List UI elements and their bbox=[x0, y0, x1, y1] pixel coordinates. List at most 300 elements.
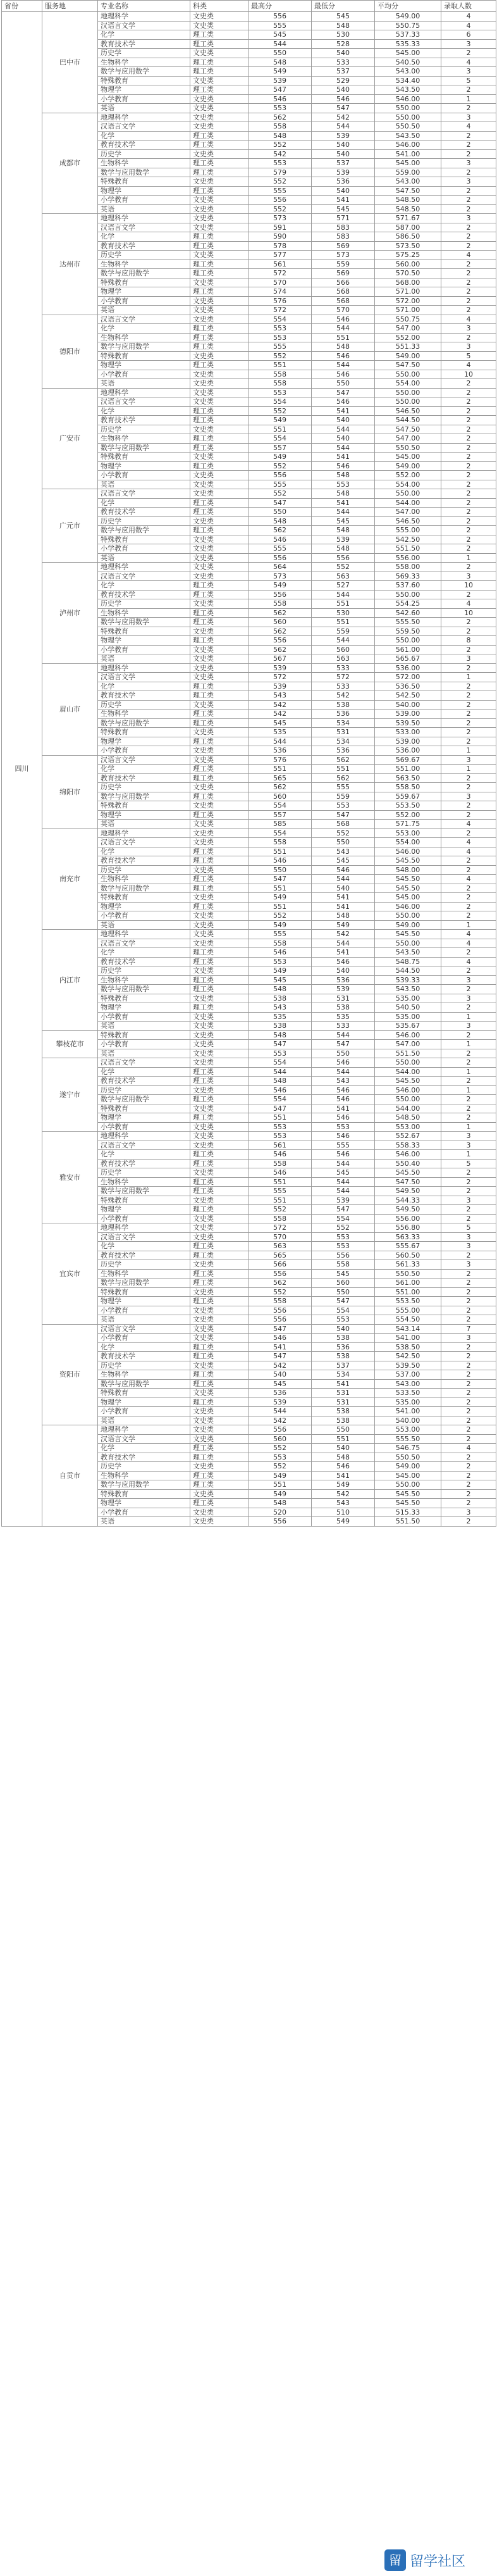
max-score-cell: 549 bbox=[248, 966, 312, 976]
category-cell: 文史类 bbox=[190, 1223, 248, 1233]
max-score-cell: 558 bbox=[248, 370, 312, 379]
admitted-count-cell: 4 bbox=[441, 939, 496, 948]
admitted-count-cell: 3 bbox=[441, 342, 496, 352]
max-score-cell: 551 bbox=[248, 1177, 312, 1187]
major-cell: 数学与应用数学 bbox=[98, 67, 190, 77]
max-score-cell: 590 bbox=[248, 232, 312, 242]
min-score-cell: 551 bbox=[312, 599, 375, 609]
max-score-cell: 553 bbox=[248, 957, 312, 966]
major-cell: 历史学 bbox=[98, 516, 190, 526]
admitted-count-cell: 2 bbox=[441, 1104, 496, 1113]
admitted-count-cell: 2 bbox=[441, 480, 496, 489]
avg-score-cell: 549.00 bbox=[375, 920, 441, 930]
min-score-cell: 540 bbox=[312, 149, 375, 159]
category-cell: 理工类 bbox=[190, 1067, 248, 1077]
max-score-cell: 546 bbox=[248, 94, 312, 104]
major-cell: 英语 bbox=[98, 1517, 190, 1527]
table-row bbox=[2, 315, 496, 324]
min-score-cell: 545 bbox=[312, 12, 375, 22]
max-score-cell: 546 bbox=[248, 535, 312, 544]
category-cell: 文史类 bbox=[190, 397, 248, 407]
category-cell: 理工类 bbox=[190, 1499, 248, 1508]
admitted-count-cell: 1 bbox=[441, 1122, 496, 1132]
admitted-count-cell: 3 bbox=[441, 975, 496, 985]
max-score-cell: 556 bbox=[248, 553, 312, 563]
category-cell: 理工类 bbox=[190, 526, 248, 535]
avg-score-cell: 559.50 bbox=[375, 627, 441, 636]
major-cell: 汉语言文学 bbox=[98, 939, 190, 948]
major-cell: 汉语言文学 bbox=[98, 122, 190, 132]
category-cell: 文史类 bbox=[190, 480, 248, 489]
admitted-count-cell: 2 bbox=[441, 397, 496, 407]
max-score-cell: 556 bbox=[248, 1269, 312, 1279]
min-score-cell: 530 bbox=[312, 608, 375, 618]
max-score-cell: 539 bbox=[248, 682, 312, 691]
min-score-cell: 529 bbox=[312, 76, 375, 85]
category-cell: 文史类 bbox=[190, 599, 248, 609]
max-score-cell: 548 bbox=[248, 58, 312, 67]
max-score-cell: 549 bbox=[248, 1489, 312, 1499]
major-cell: 汉语言文学 bbox=[98, 673, 190, 682]
admitted-count-cell: 2 bbox=[441, 1407, 496, 1416]
avg-score-cell: 551.33 bbox=[375, 342, 441, 352]
major-cell: 教育技术学 bbox=[98, 141, 190, 150]
avg-score-cell: 541.00 bbox=[375, 1334, 441, 1343]
admitted-count-cell: 2 bbox=[441, 1306, 496, 1315]
max-score-cell: 554 bbox=[248, 1095, 312, 1104]
avg-score-cell: 558.33 bbox=[375, 1141, 441, 1150]
category-cell: 文史类 bbox=[190, 1508, 248, 1517]
avg-score-cell: 545.50 bbox=[375, 1489, 441, 1499]
major-cell: 数学与应用数学 bbox=[98, 1279, 190, 1288]
admitted-count-cell: 2 bbox=[441, 1269, 496, 1279]
min-score-cell: 553 bbox=[312, 1232, 375, 1242]
avg-score-cell: 550.50 bbox=[375, 122, 441, 132]
major-cell: 地理科学 bbox=[98, 214, 190, 223]
category-cell: 理工类 bbox=[190, 691, 248, 701]
max-score-cell: 556 bbox=[248, 1306, 312, 1315]
avg-score-cell: 537.60 bbox=[375, 581, 441, 591]
max-score-cell: 553 bbox=[248, 388, 312, 397]
max-score-cell: 545 bbox=[248, 30, 312, 40]
category-cell: 理工类 bbox=[190, 85, 248, 95]
table-row bbox=[2, 1058, 496, 1068]
admitted-count-cell: 2 bbox=[441, 489, 496, 499]
min-score-cell: 562 bbox=[312, 755, 375, 765]
min-score-cell: 538 bbox=[312, 1352, 375, 1361]
max-score-cell: 551 bbox=[248, 425, 312, 434]
avg-score-cell: 541.00 bbox=[375, 1407, 441, 1416]
category-cell: 理工类 bbox=[190, 269, 248, 278]
admitted-count-cell: 2 bbox=[441, 1397, 496, 1407]
max-score-cell: 545 bbox=[248, 718, 312, 728]
category-cell: 文史类 bbox=[190, 177, 248, 187]
site-watermark-logo bbox=[384, 2548, 492, 2572]
category-cell: 理工类 bbox=[190, 241, 248, 251]
major-cell: 历史学 bbox=[98, 1260, 190, 1270]
min-score-cell: 545 bbox=[312, 1269, 375, 1279]
major-cell: 地理科学 bbox=[98, 663, 190, 673]
avg-score-cell: 543.50 bbox=[375, 85, 441, 95]
avg-score-cell: 551.50 bbox=[375, 1517, 441, 1527]
major-cell: 教育技术学 bbox=[98, 416, 190, 425]
category-cell: 理工类 bbox=[190, 342, 248, 352]
admitted-count-cell: 2 bbox=[441, 801, 496, 811]
category-cell: 理工类 bbox=[190, 1177, 248, 1187]
category-cell: 理工类 bbox=[190, 324, 248, 334]
min-score-cell: 546 bbox=[312, 1085, 375, 1095]
category-cell: 文史类 bbox=[190, 76, 248, 85]
major-cell: 汉语言文学 bbox=[98, 1232, 190, 1242]
major-cell: 历史学 bbox=[98, 865, 190, 875]
category-cell: 文史类 bbox=[190, 1058, 248, 1068]
min-score-cell: 542 bbox=[312, 1489, 375, 1499]
category-cell: 文史类 bbox=[190, 663, 248, 673]
max-score-cell: 544 bbox=[248, 1067, 312, 1077]
max-score-cell: 553 bbox=[248, 324, 312, 334]
avg-score-cell: 558.00 bbox=[375, 563, 441, 572]
max-score-cell: 561 bbox=[248, 259, 312, 269]
admitted-count-cell: 5 bbox=[441, 76, 496, 85]
max-score-cell: 543 bbox=[248, 1003, 312, 1013]
max-score-cell: 558 bbox=[248, 1159, 312, 1168]
admitted-count-cell: 2 bbox=[441, 1315, 496, 1325]
admitted-count-cell: 3 bbox=[441, 1508, 496, 1517]
admitted-count-cell: 5 bbox=[441, 1223, 496, 1233]
max-score-cell: 554 bbox=[248, 397, 312, 407]
min-score-cell: 544 bbox=[312, 1177, 375, 1187]
table-row bbox=[2, 563, 496, 572]
admitted-count-cell: 3 bbox=[441, 1334, 496, 1343]
admitted-count-cell: 2 bbox=[441, 149, 496, 159]
category-cell: 文史类 bbox=[190, 1030, 248, 1040]
avg-score-cell: 542.50 bbox=[375, 691, 441, 701]
min-score-cell: 510 bbox=[312, 1508, 375, 1517]
admitted-count-cell: 2 bbox=[441, 1049, 496, 1058]
avg-score-cell: 550.00 bbox=[375, 370, 441, 379]
category-cell: 文史类 bbox=[190, 553, 248, 563]
max-score-cell: 547 bbox=[248, 1324, 312, 1334]
category-cell: 理工类 bbox=[190, 1187, 248, 1196]
admitted-count-cell: 5 bbox=[441, 351, 496, 361]
admitted-count-cell: 2 bbox=[441, 710, 496, 719]
max-score-cell: 549 bbox=[248, 920, 312, 930]
max-score-cell: 558 bbox=[248, 1214, 312, 1223]
avg-score-cell: 545.50 bbox=[375, 1168, 441, 1178]
admitted-count-cell: 2 bbox=[441, 535, 496, 544]
min-score-cell: 547 bbox=[312, 810, 375, 820]
min-score-cell: 541 bbox=[312, 453, 375, 462]
category-cell: 理工类 bbox=[190, 1370, 248, 1380]
major-cell: 汉语言文学 bbox=[98, 1141, 190, 1150]
admitted-count-cell: 2 bbox=[441, 1205, 496, 1215]
admitted-count-cell: 2 bbox=[441, 453, 496, 462]
avg-score-cell: 565.67 bbox=[375, 654, 441, 664]
max-score-cell: 573 bbox=[248, 572, 312, 581]
min-score-cell: 531 bbox=[312, 728, 375, 737]
avg-score-cell: 572.00 bbox=[375, 296, 441, 306]
min-score-cell: 546 bbox=[312, 315, 375, 324]
min-score-cell: 556 bbox=[312, 553, 375, 563]
min-score-cell: 549 bbox=[312, 920, 375, 930]
min-score-cell: 553 bbox=[312, 801, 375, 811]
admitted-count-cell: 2 bbox=[441, 590, 496, 599]
min-score-cell: 546 bbox=[312, 1150, 375, 1160]
category-cell: 文史类 bbox=[190, 728, 248, 737]
category-cell: 文史类 bbox=[190, 654, 248, 664]
min-score-cell: 540 bbox=[312, 434, 375, 444]
admitted-count-cell: 4 bbox=[441, 838, 496, 847]
major-cell: 物理学 bbox=[98, 737, 190, 746]
avg-score-cell: 545.00 bbox=[375, 453, 441, 462]
max-score-cell: 543 bbox=[248, 691, 312, 701]
avg-score-cell: 546.00 bbox=[375, 1030, 441, 1040]
min-score-cell: 563 bbox=[312, 654, 375, 664]
admitted-count-cell: 2 bbox=[441, 810, 496, 820]
major-cell: 英语 bbox=[98, 553, 190, 563]
category-cell: 文史类 bbox=[190, 1389, 248, 1398]
avg-score-cell: 548.75 bbox=[375, 957, 441, 966]
admitted-count-cell: 1 bbox=[441, 1012, 496, 1022]
admitted-count-cell: 2 bbox=[441, 865, 496, 875]
avg-score-cell: 554.00 bbox=[375, 480, 441, 489]
major-cell: 教育技术学 bbox=[98, 241, 190, 251]
max-score-cell: 546 bbox=[248, 1168, 312, 1178]
category-cell: 文史类 bbox=[190, 104, 248, 113]
min-score-cell: 554 bbox=[312, 1214, 375, 1223]
major-cell: 英语 bbox=[98, 480, 190, 489]
max-score-cell: 553 bbox=[248, 333, 312, 342]
avg-score-cell: 535.33 bbox=[375, 39, 441, 49]
major-cell: 化学 bbox=[98, 131, 190, 141]
avg-score-cell: 544.00 bbox=[375, 1067, 441, 1077]
min-score-cell: 541 bbox=[312, 498, 375, 508]
min-score-cell: 545 bbox=[312, 516, 375, 526]
major-cell: 物理学 bbox=[98, 361, 190, 370]
major-cell: 地理科学 bbox=[98, 828, 190, 838]
avg-score-cell: 550.00 bbox=[375, 939, 441, 948]
avg-score-cell: 569.67 bbox=[375, 755, 441, 765]
category-cell: 文史类 bbox=[190, 1104, 248, 1113]
max-score-cell: 547 bbox=[248, 85, 312, 95]
major-cell: 小学教育 bbox=[98, 1012, 190, 1022]
major-cell: 教育技术学 bbox=[98, 773, 190, 783]
admitted-count-cell: 4 bbox=[441, 12, 496, 22]
major-cell: 教育技术学 bbox=[98, 1352, 190, 1361]
category-cell: 理工类 bbox=[190, 718, 248, 728]
avg-score-cell: 543.50 bbox=[375, 948, 441, 958]
admitted-count-cell: 8 bbox=[441, 636, 496, 646]
avg-score-cell: 539.33 bbox=[375, 975, 441, 985]
avg-score-cell: 537.00 bbox=[375, 1370, 441, 1380]
max-score-cell: 549 bbox=[248, 453, 312, 462]
category-cell: 文史类 bbox=[190, 94, 248, 104]
major-cell: 小学教育 bbox=[98, 296, 190, 306]
max-score-cell: 556 bbox=[248, 1425, 312, 1435]
max-score-cell: 558 bbox=[248, 939, 312, 948]
category-cell: 文史类 bbox=[190, 315, 248, 324]
admitted-count-cell: 3 bbox=[441, 39, 496, 49]
category-cell: 理工类 bbox=[190, 1453, 248, 1462]
major-cell: 英语 bbox=[98, 654, 190, 664]
min-score-cell: 544 bbox=[312, 1159, 375, 1168]
max-score-cell: 547 bbox=[248, 498, 312, 508]
min-score-cell: 559 bbox=[312, 792, 375, 801]
category-cell: 文史类 bbox=[190, 214, 248, 223]
avg-score-cell: 515.33 bbox=[375, 1508, 441, 1517]
category-cell: 理工类 bbox=[190, 957, 248, 966]
avg-score-cell: 549.00 bbox=[375, 1462, 441, 1472]
max-score-cell: 556 bbox=[248, 1517, 312, 1527]
max-score-cell: 552 bbox=[248, 1287, 312, 1297]
max-score-cell: 554 bbox=[248, 1058, 312, 1068]
avg-score-cell: 549.50 bbox=[375, 1187, 441, 1196]
min-score-cell: 531 bbox=[312, 1397, 375, 1407]
admitted-count-cell: 2 bbox=[441, 1462, 496, 1472]
major-cell: 汉语言文学 bbox=[98, 489, 190, 499]
category-cell: 文史类 bbox=[190, 994, 248, 1003]
avg-score-cell: 546.75 bbox=[375, 1444, 441, 1453]
avg-score-cell: 546.00 bbox=[375, 1150, 441, 1160]
major-cell: 英语 bbox=[98, 1049, 190, 1058]
admitted-count-cell: 1 bbox=[441, 746, 496, 756]
avg-score-cell: 569.33 bbox=[375, 572, 441, 581]
admitted-count-cell: 2 bbox=[441, 856, 496, 866]
max-score-cell: 573 bbox=[248, 214, 312, 223]
major-cell: 小学教育 bbox=[98, 1407, 190, 1416]
min-score-cell: 571 bbox=[312, 214, 375, 223]
min-score-cell: 543 bbox=[312, 847, 375, 856]
admitted-count-cell: 1 bbox=[441, 1150, 496, 1160]
avg-score-cell: 533.50 bbox=[375, 1389, 441, 1398]
admitted-count-cell: 10 bbox=[441, 370, 496, 379]
category-cell: 文史类 bbox=[190, 801, 248, 811]
max-score-cell: 538 bbox=[248, 994, 312, 1003]
major-cell: 汉语言文学 bbox=[98, 1058, 190, 1068]
header-admitted-count: 录取人数 bbox=[441, 1, 496, 12]
avg-score-cell: 559.67 bbox=[375, 792, 441, 801]
admitted-count-cell: 2 bbox=[441, 1297, 496, 1306]
min-score-cell: 550 bbox=[312, 1425, 375, 1435]
max-score-cell: 548 bbox=[248, 1077, 312, 1086]
avg-score-cell: 553.50 bbox=[375, 1297, 441, 1306]
category-cell: 文史类 bbox=[190, 1407, 248, 1416]
min-score-cell: 534 bbox=[312, 1370, 375, 1380]
admitted-count-cell: 2 bbox=[441, 985, 496, 994]
avg-score-cell: 571.75 bbox=[375, 820, 441, 829]
category-cell: 文史类 bbox=[190, 388, 248, 397]
major-cell: 特殊教育 bbox=[98, 1389, 190, 1398]
major-cell: 地理科学 bbox=[98, 113, 190, 122]
max-score-cell: 560 bbox=[248, 618, 312, 627]
major-cell: 数学与应用数学 bbox=[98, 1480, 190, 1490]
max-score-cell: 551 bbox=[248, 1196, 312, 1205]
max-score-cell: 552 bbox=[248, 141, 312, 150]
service-area-cell: 资阳市 bbox=[42, 1324, 98, 1425]
major-cell: 特殊教育 bbox=[98, 535, 190, 544]
min-score-cell: 547 bbox=[312, 104, 375, 113]
admitted-count-cell: 2 bbox=[441, 1251, 496, 1260]
admitted-count-cell: 2 bbox=[441, 1489, 496, 1499]
major-cell: 汉语言文学 bbox=[98, 838, 190, 847]
min-score-cell: 553 bbox=[312, 480, 375, 489]
avg-score-cell: 561.33 bbox=[375, 1260, 441, 1270]
max-score-cell: 564 bbox=[248, 563, 312, 572]
admitted-count-cell: 2 bbox=[441, 627, 496, 636]
major-cell: 特殊教育 bbox=[98, 1104, 190, 1113]
max-score-cell: 572 bbox=[248, 673, 312, 682]
category-cell: 文史类 bbox=[190, 1315, 248, 1325]
major-cell: 化学 bbox=[98, 682, 190, 691]
category-cell: 文史类 bbox=[190, 370, 248, 379]
avg-score-cell: 543.00 bbox=[375, 1379, 441, 1389]
category-cell: 理工类 bbox=[190, 259, 248, 269]
max-score-cell: 576 bbox=[248, 296, 312, 306]
max-score-cell: 550 bbox=[248, 865, 312, 875]
admitted-count-cell: 3 bbox=[441, 994, 496, 1003]
major-cell: 小学教育 bbox=[98, 1214, 190, 1223]
avg-score-cell: 563.50 bbox=[375, 773, 441, 783]
major-cell: 历史学 bbox=[98, 599, 190, 609]
category-cell: 理工类 bbox=[190, 884, 248, 893]
major-cell: 物理学 bbox=[98, 1499, 190, 1508]
category-cell: 文史类 bbox=[190, 563, 248, 572]
major-cell: 教育技术学 bbox=[98, 1159, 190, 1168]
min-score-cell: 573 bbox=[312, 251, 375, 260]
category-cell: 文史类 bbox=[190, 453, 248, 462]
category-cell: 文史类 bbox=[190, 379, 248, 389]
max-score-cell: 544 bbox=[248, 1407, 312, 1416]
avg-score-cell: 550.75 bbox=[375, 315, 441, 324]
avg-score-cell: 550.00 bbox=[375, 1095, 441, 1104]
major-cell: 汉语言文学 bbox=[98, 397, 190, 407]
avg-score-cell: 549.00 bbox=[375, 12, 441, 22]
major-cell: 英语 bbox=[98, 920, 190, 930]
avg-score-cell: 546.00 bbox=[375, 847, 441, 856]
min-score-cell: 541 bbox=[312, 1379, 375, 1389]
min-score-cell: 540 bbox=[312, 1444, 375, 1453]
major-cell: 化学 bbox=[98, 847, 190, 856]
max-score-cell: 560 bbox=[248, 1434, 312, 1444]
max-score-cell: 547 bbox=[248, 1104, 312, 1113]
min-score-cell: 540 bbox=[312, 141, 375, 150]
major-cell: 地理科学 bbox=[98, 930, 190, 939]
min-score-cell: 548 bbox=[312, 544, 375, 554]
category-cell: 理工类 bbox=[190, 1397, 248, 1407]
category-cell: 文史类 bbox=[190, 700, 248, 710]
category-cell: 理工类 bbox=[190, 1379, 248, 1389]
category-cell: 文史类 bbox=[190, 893, 248, 903]
min-score-cell: 552 bbox=[312, 828, 375, 838]
min-score-cell: 548 bbox=[312, 526, 375, 535]
category-cell: 理工类 bbox=[190, 416, 248, 425]
avg-score-cell: 534.40 bbox=[375, 76, 441, 85]
avg-score-cell: 546.50 bbox=[375, 516, 441, 526]
avg-score-cell: 544.00 bbox=[375, 1104, 441, 1113]
admitted-count-cell: 3 bbox=[441, 324, 496, 334]
major-cell: 生物科学 bbox=[98, 58, 190, 67]
max-score-cell: 554 bbox=[248, 801, 312, 811]
avg-score-cell: 555.00 bbox=[375, 526, 441, 535]
min-score-cell: 536 bbox=[312, 710, 375, 719]
admitted-count-cell: 2 bbox=[441, 388, 496, 397]
max-score-cell: 557 bbox=[248, 443, 312, 453]
avg-score-cell: 545.50 bbox=[375, 1499, 441, 1508]
max-score-cell: 546 bbox=[248, 856, 312, 866]
service-area-cell: 雅安市 bbox=[42, 1132, 98, 1223]
min-score-cell: 540 bbox=[312, 85, 375, 95]
max-score-cell: 554 bbox=[248, 315, 312, 324]
